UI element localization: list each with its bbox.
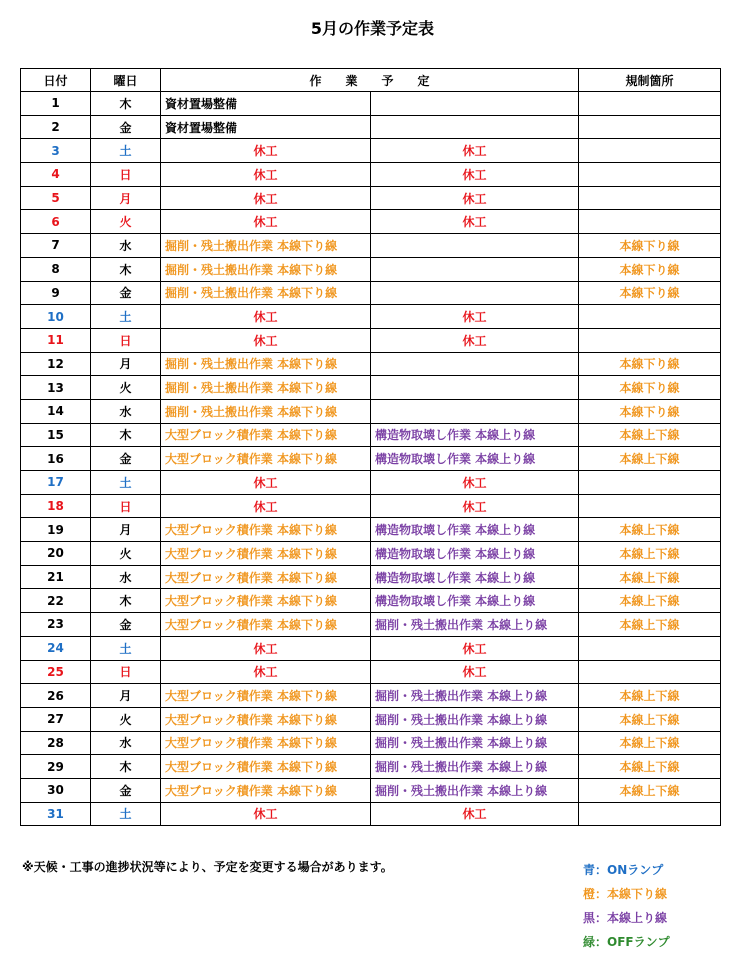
cell-date: 11 bbox=[21, 328, 91, 352]
cell-regulation: 本線上下線 bbox=[579, 731, 721, 755]
table-row bbox=[21, 565, 721, 589]
cell-work-downline: 大型ブロック積作業 本線下り線 bbox=[161, 542, 371, 566]
cell-day: 日 bbox=[91, 494, 161, 518]
cell-day: 金 bbox=[91, 613, 161, 637]
cell-day: 月 bbox=[91, 518, 161, 542]
cell-regulation bbox=[579, 163, 721, 187]
cell-regulation: 本線上下線 bbox=[579, 423, 721, 447]
color-legend bbox=[583, 858, 670, 954]
cell-work-upline: 掘削・残土搬出作業 本線上り線 bbox=[371, 778, 579, 802]
cell-date: 5 bbox=[21, 186, 91, 210]
cell-regulation: 本線上下線 bbox=[579, 755, 721, 779]
table-row bbox=[21, 613, 721, 637]
table-row bbox=[21, 755, 721, 779]
legend-item: 黒：本線上り線 bbox=[583, 911, 668, 925]
cell-regulation bbox=[579, 210, 721, 234]
cell-date: 9 bbox=[21, 281, 91, 305]
cell-date: 14 bbox=[21, 399, 91, 423]
cell-date: 31 bbox=[21, 802, 91, 826]
cell-date: 24 bbox=[21, 636, 91, 660]
cell-day: 木 bbox=[91, 755, 161, 779]
cell-day: 土 bbox=[91, 305, 161, 329]
cell-date: 30 bbox=[21, 778, 91, 802]
table-row bbox=[21, 234, 721, 258]
cell-work-upline bbox=[371, 257, 579, 281]
cell-day: 土 bbox=[91, 139, 161, 163]
cell-work-downline: 休工 bbox=[161, 328, 371, 352]
cell-date: 20 bbox=[21, 542, 91, 566]
schedule-body bbox=[21, 92, 721, 826]
table-row bbox=[21, 802, 721, 826]
cell-work-downline: 大型ブロック積作業 本線下り線 bbox=[161, 778, 371, 802]
cell-work-upline: 構造物取壊し作業 本線上り線 bbox=[371, 423, 579, 447]
cell-work-downline: 休工 bbox=[161, 210, 371, 234]
cell-work-downline: 掘削・残土搬出作業 本線下り線 bbox=[161, 376, 371, 400]
table-row bbox=[21, 471, 721, 495]
cell-regulation: 本線下り線 bbox=[579, 352, 721, 376]
cell-work-downline: 休工 bbox=[161, 660, 371, 684]
cell-date: 22 bbox=[21, 589, 91, 613]
cell-regulation: 本線下り線 bbox=[579, 399, 721, 423]
cell-day: 金 bbox=[91, 281, 161, 305]
cell-work-upline: 休工 bbox=[371, 660, 579, 684]
table-row bbox=[21, 163, 721, 187]
table-row bbox=[21, 257, 721, 281]
table-row bbox=[21, 423, 721, 447]
cell-date: 15 bbox=[21, 423, 91, 447]
table-row bbox=[21, 636, 721, 660]
table-row bbox=[21, 518, 721, 542]
cell-day: 火 bbox=[91, 542, 161, 566]
cell-work-downline: 大型ブロック積作業 本線下り線 bbox=[161, 518, 371, 542]
cell-day: 木 bbox=[91, 92, 161, 116]
cell-work-downline: 大型ブロック積作業 本線下り線 bbox=[161, 707, 371, 731]
cell-work-upline: 休工 bbox=[371, 328, 579, 352]
cell-date: 28 bbox=[21, 731, 91, 755]
cell-day: 土 bbox=[91, 802, 161, 826]
cell-work-upline: 掘削・残土搬出作業 本線上り線 bbox=[371, 613, 579, 637]
cell-work-downline: 掘削・残土搬出作業 本線下り線 bbox=[161, 234, 371, 258]
cell-work-downline: 休工 bbox=[161, 802, 371, 826]
table-row bbox=[21, 542, 721, 566]
cell-regulation bbox=[579, 115, 721, 139]
cell-day: 日 bbox=[91, 328, 161, 352]
cell-day: 日 bbox=[91, 163, 161, 187]
cell-day: 土 bbox=[91, 471, 161, 495]
cell-work-downline: 大型ブロック積作業 本線下り線 bbox=[161, 684, 371, 708]
table-row bbox=[21, 589, 721, 613]
cell-date: 7 bbox=[21, 234, 91, 258]
cell-work-upline: 構造物取壊し作業 本線上り線 bbox=[371, 542, 579, 566]
schedule-table bbox=[20, 68, 721, 826]
cell-work-downline: 掘削・残土搬出作業 本線下り線 bbox=[161, 352, 371, 376]
cell-work-downline: 大型ブロック積作業 本線下り線 bbox=[161, 447, 371, 471]
cell-work-upline bbox=[371, 115, 579, 139]
cell-work-downline: 休工 bbox=[161, 494, 371, 518]
cell-date: 16 bbox=[21, 447, 91, 471]
table-row bbox=[21, 731, 721, 755]
cell-regulation bbox=[579, 660, 721, 684]
cell-work-upline: 休工 bbox=[371, 139, 579, 163]
cell-work-upline bbox=[371, 92, 579, 116]
table-row bbox=[21, 139, 721, 163]
header-date: 日付 bbox=[21, 69, 91, 92]
cell-work-downline: 掘削・残土搬出作業 本線下り線 bbox=[161, 399, 371, 423]
cell-work-downline: 資材置場整備 bbox=[161, 92, 371, 116]
cell-work-upline: 休工 bbox=[371, 494, 579, 518]
cell-work-downline: 大型ブロック積作業 本線下り線 bbox=[161, 755, 371, 779]
cell-work-upline: 休工 bbox=[371, 210, 579, 234]
cell-day: 月 bbox=[91, 186, 161, 210]
cell-regulation: 本線上下線 bbox=[579, 542, 721, 566]
cell-date: 4 bbox=[21, 163, 91, 187]
cell-date: 29 bbox=[21, 755, 91, 779]
cell-day: 水 bbox=[91, 234, 161, 258]
cell-work-upline bbox=[371, 352, 579, 376]
cell-regulation: 本線上下線 bbox=[579, 707, 721, 731]
cell-work-upline: 掘削・残土搬出作業 本線上り線 bbox=[371, 684, 579, 708]
cell-regulation bbox=[579, 139, 721, 163]
cell-date: 3 bbox=[21, 139, 91, 163]
table-row bbox=[21, 447, 721, 471]
cell-regulation bbox=[579, 186, 721, 210]
cell-work-downline: 大型ブロック積作業 本線下り線 bbox=[161, 565, 371, 589]
table-row bbox=[21, 399, 721, 423]
table-row bbox=[21, 92, 721, 116]
table-row bbox=[21, 684, 721, 708]
table-row bbox=[21, 281, 721, 305]
cell-date: 6 bbox=[21, 210, 91, 234]
cell-regulation: 本線下り線 bbox=[579, 376, 721, 400]
cell-day: 月 bbox=[91, 684, 161, 708]
cell-work-upline bbox=[371, 399, 579, 423]
cell-work-downline: 大型ブロック積作業 本線下り線 bbox=[161, 423, 371, 447]
cell-date: 10 bbox=[21, 305, 91, 329]
cell-date: 21 bbox=[21, 565, 91, 589]
cell-work-upline: 掘削・残土搬出作業 本線上り線 bbox=[371, 731, 579, 755]
cell-date: 27 bbox=[21, 707, 91, 731]
cell-regulation: 本線下り線 bbox=[579, 234, 721, 258]
cell-work-upline: 構造物取壊し作業 本線上り線 bbox=[371, 518, 579, 542]
cell-regulation: 本線上下線 bbox=[579, 778, 721, 802]
cell-date: 1 bbox=[21, 92, 91, 116]
cell-work-upline: 掘削・残土搬出作業 本線上り線 bbox=[371, 707, 579, 731]
table-row bbox=[21, 494, 721, 518]
cell-work-downline: 休工 bbox=[161, 186, 371, 210]
legend-item: 青：ONランプ bbox=[583, 863, 664, 877]
cell-work-upline bbox=[371, 376, 579, 400]
legend-item: 緑：OFFランプ bbox=[583, 935, 670, 949]
cell-regulation bbox=[579, 328, 721, 352]
cell-regulation bbox=[579, 636, 721, 660]
table-row bbox=[21, 376, 721, 400]
cell-regulation: 本線下り線 bbox=[579, 281, 721, 305]
cell-regulation bbox=[579, 802, 721, 826]
cell-work-upline: 休工 bbox=[371, 305, 579, 329]
cell-day: 水 bbox=[91, 565, 161, 589]
cell-regulation: 本線上下線 bbox=[579, 684, 721, 708]
cell-work-downline: 休工 bbox=[161, 471, 371, 495]
cell-regulation bbox=[579, 471, 721, 495]
cell-work-downline: 休工 bbox=[161, 139, 371, 163]
cell-day: 水 bbox=[91, 399, 161, 423]
cell-work-upline: 休工 bbox=[371, 802, 579, 826]
cell-date: 25 bbox=[21, 660, 91, 684]
cell-date: 13 bbox=[21, 376, 91, 400]
cell-day: 土 bbox=[91, 636, 161, 660]
table-row bbox=[21, 210, 721, 234]
cell-day: 金 bbox=[91, 115, 161, 139]
table-header-row bbox=[21, 69, 721, 92]
cell-work-upline: 構造物取壊し作業 本線上り線 bbox=[371, 447, 579, 471]
cell-regulation: 本線下り線 bbox=[579, 257, 721, 281]
header-regulation: 規制箇所 bbox=[579, 69, 721, 92]
table-row bbox=[21, 707, 721, 731]
cell-work-upline bbox=[371, 281, 579, 305]
schedule-note: ※天候・工事の進捗状況等により、予定を変更する場合があります。 bbox=[22, 860, 393, 874]
cell-work-downline: 資材置場整備 bbox=[161, 115, 371, 139]
cell-regulation bbox=[579, 92, 721, 116]
table-row bbox=[21, 778, 721, 802]
cell-regulation bbox=[579, 305, 721, 329]
table-row bbox=[21, 305, 721, 329]
cell-day: 木 bbox=[91, 589, 161, 613]
cell-day: 木 bbox=[91, 423, 161, 447]
cell-date: 23 bbox=[21, 613, 91, 637]
cell-work-downline: 大型ブロック積作業 本線下り線 bbox=[161, 589, 371, 613]
cell-date: 8 bbox=[21, 257, 91, 281]
cell-work-downline: 休工 bbox=[161, 636, 371, 660]
cell-day: 火 bbox=[91, 210, 161, 234]
cell-regulation: 本線上下線 bbox=[579, 447, 721, 471]
cell-date: 12 bbox=[21, 352, 91, 376]
cell-work-downline: 大型ブロック積作業 本線下り線 bbox=[161, 613, 371, 637]
cell-day: 金 bbox=[91, 778, 161, 802]
cell-date: 18 bbox=[21, 494, 91, 518]
cell-work-upline: 構造物取壊し作業 本線上り線 bbox=[371, 565, 579, 589]
cell-regulation bbox=[579, 494, 721, 518]
cell-work-upline: 掘削・残土搬出作業 本線上り線 bbox=[371, 755, 579, 779]
cell-day: 木 bbox=[91, 257, 161, 281]
cell-date: 17 bbox=[21, 471, 91, 495]
cell-date: 26 bbox=[21, 684, 91, 708]
cell-day: 水 bbox=[91, 731, 161, 755]
header-day: 曜日 bbox=[91, 69, 161, 92]
cell-day: 日 bbox=[91, 660, 161, 684]
cell-date: 2 bbox=[21, 115, 91, 139]
cell-work-upline bbox=[371, 234, 579, 258]
table-row bbox=[21, 352, 721, 376]
table-row bbox=[21, 115, 721, 139]
cell-work-upline: 休工 bbox=[371, 636, 579, 660]
cell-work-upline: 休工 bbox=[371, 186, 579, 210]
cell-regulation: 本線上下線 bbox=[579, 589, 721, 613]
cell-work-downline: 大型ブロック積作業 本線下り線 bbox=[161, 731, 371, 755]
cell-work-upline: 構造物取壊し作業 本線上り線 bbox=[371, 589, 579, 613]
cell-regulation: 本線上下線 bbox=[579, 613, 721, 637]
cell-work-downline: 掘削・残土搬出作業 本線下り線 bbox=[161, 257, 371, 281]
cell-day: 火 bbox=[91, 376, 161, 400]
table-row bbox=[21, 328, 721, 352]
page-title: 5月の作業予定表 bbox=[310, 19, 435, 38]
cell-work-downline: 掘削・残土搬出作業 本線下り線 bbox=[161, 281, 371, 305]
cell-work-upline: 休工 bbox=[371, 163, 579, 187]
cell-work-upline: 休工 bbox=[371, 471, 579, 495]
cell-day: 金 bbox=[91, 447, 161, 471]
cell-work-downline: 休工 bbox=[161, 305, 371, 329]
legend-item: 橙：本線下り線 bbox=[583, 887, 668, 901]
cell-date: 19 bbox=[21, 518, 91, 542]
cell-work-downline: 休工 bbox=[161, 163, 371, 187]
cell-day: 月 bbox=[91, 352, 161, 376]
cell-regulation: 本線上下線 bbox=[579, 565, 721, 589]
table-row bbox=[21, 186, 721, 210]
header-work: 作 業 予 定 bbox=[161, 69, 579, 92]
cell-regulation: 本線上下線 bbox=[579, 518, 721, 542]
cell-day: 火 bbox=[91, 707, 161, 731]
table-row bbox=[21, 660, 721, 684]
